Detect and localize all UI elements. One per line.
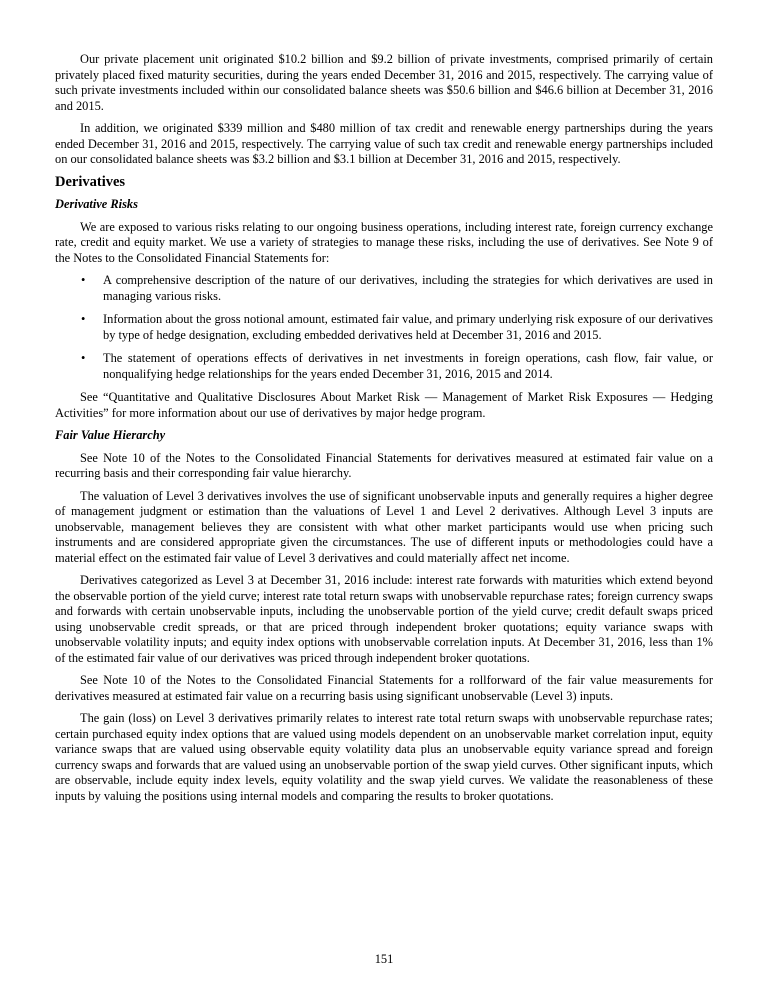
paragraph-level3-gain-loss: The gain (loss) on Level 3 derivatives primarily relates to interest rate total return swaps with unobservable repurchase rates; certain purchased equity index options that are valued using models dependent on an unobservable market correlation input, equity variance swaps that are valued using observable equity volatility data plus an unobservable equity variance spread and foreign currency swaps and forwards that are valued using an unobservable portion of the swap yield curves. Other significant inputs, which are observable, include equity index levels, equity volatility and the swap yield curves. We validate the reasonableness of these inputs by valuing the positions using internal models and comparing the results to broker quotations. <box>55 711 713 803</box>
paragraph-private-placement: Our private placement unit originated $10.2 billion and $9.2 billion of private investments, comprised primarily of certain privately placed fixed maturity securities, during the years ended December 31, 2016 and 2015, respectively. The carrying value of such private investments included within our consolidated balance sheets was $50.6 billion and $46.6 billion at December 31, 2016 and 2015. <box>55 52 713 113</box>
subsection-heading-fair-value-hierarchy: Fair Value Hierarchy <box>55 428 166 442</box>
section-heading-derivatives: Derivatives <box>55 173 126 190</box>
paragraph-level3-valuation: The valuation of Level 3 derivatives involves the use of significant unobservable inputs and generally requires a higher degree of management judgment or estimation than the valuations of Level 1 and Level 2 derivatives. Although Level 3 inputs are unobservable, management believes they are consistent with what other market participants would use when pricing such instruments and are considered appropriate given the circumstances. The use of different inputs or methodologies could have a material effect on the estimated fair value of Level 3 derivatives and could materially affect net income. <box>55 488 713 565</box>
paragraph-risk-exposure: We are exposed to various risks relating to our ongoing business operations, including interest rate, foreign currency exchange rate, credit and equity market. We use a variety of strategies to manage these risks, including the use of derivatives. See Note 9 of the Notes to the Consolidated Financial Statements for: <box>55 219 713 265</box>
paragraph-quantitative-disclosures: See “Quantitative and Qualitative Disclosures About Market Risk — Management of Market Risk Exposures — Hedging Activities” for more information about our use of derivatives by major hedge program. <box>55 390 713 420</box>
subsection-heading-derivative-risks: Derivative Risks <box>55 197 138 211</box>
bullet-item-statement-effects: • The statement of operations effects of derivatives in net investments in foreign operations, cash flow, fair value, or nonqualifying hedge relationships for the years ended December 31, 2016, 2015 and 2014. <box>55 351 713 382</box>
derivatives-bullet-list <box>55 273 713 382</box>
bullet-item-notional-amount: • Information about the gross notional amount, estimated fair value, and primary underlying risk exposure of our derivatives by type of hedge designation, excluding embedded derivatives held at December 31, 2016 and 2015. <box>55 312 713 343</box>
paragraph-level3-categories: Derivatives categorized as Level 3 at December 31, 2016 include: interest rate forwards with maturities which extend beyond the observable portion of the yield curve; interest rate total return swaps with unobservable repurchase rates; foreign currency swaps and forwards with certain unobservable inputs, including the unobservable portion of the yield curve; credit default swaps priced using unobservable credit spreads, or that are priced through independent broker quotations; equity variance swaps with unobservable volatility inputs; and equity index options with unobservable correlation inputs. At December 31, 2016, less than 1% of the estimated fair value of our derivatives was priced through independent broker quotations. <box>55 573 713 665</box>
paragraph-note10-hierarchy: See Note 10 of the Notes to the Consolidated Financial Statements for derivatives measured at estimated fair value on a recurring basis and their corresponding fair value hierarchy. <box>55 450 713 480</box>
paragraph-tax-credit: In addition, we originated $339 million and $480 million of tax credit and renewable energy partnerships during the years ended December 31, 2016 and 2015, respectively. The carrying value of such tax credit and renewable energy partnerships included on our consolidated balance sheets was $3.2 billion and $3.1 billion at December 31, 2016 and 2015, respectively. <box>55 121 713 166</box>
paragraph-note10-rollforward: See Note 10 of the Notes to the Consolidated Financial Statements for a rollforward of the fair value measurements for derivatives measured at estimated fair value on a recurring basis using significant unobservable (Level 3) inputs. <box>55 673 713 703</box>
bullet-item-description: • A comprehensive description of the nature of our derivatives, including the strategies for which derivatives are used in managing various risks. <box>55 273 713 304</box>
page-number: 151 <box>374 951 394 966</box>
